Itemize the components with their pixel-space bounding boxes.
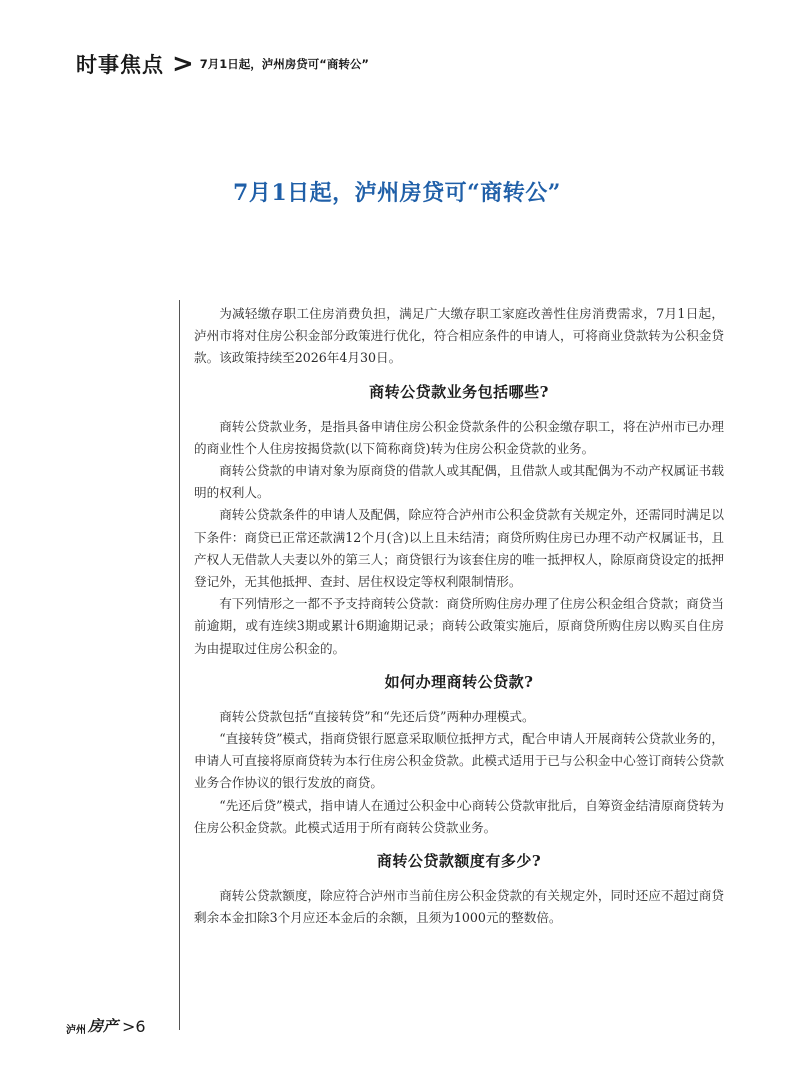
body-paragraph: 商转公贷款业务，是指具备申请住房公积金贷款条件的公积金缴存职工，将在泸州市已办理的商业性个人住房按揭贷款(以下简称商贷)转为住房公积金贷款的业务。 <box>194 418 724 456</box>
article-body <box>194 303 724 929</box>
intro-paragraph: 为减轻缴存职工住房消费负担，满足广大缴存职工家庭改善性住房消费需求，7月1日起，泸州市将对住房公积金部分政策进行优化，符合相应条件的申请人，可将商业贷款转为公积金贷款。该政策持续至2026年4月30日。 <box>194 306 724 366</box>
article-title: 7月1日起，泸州房贷可“商转公” <box>233 180 561 206</box>
section-heading: 商转公贷款额度有多少? <box>376 852 542 871</box>
section-header <box>76 44 369 84</box>
page-number: >6 <box>122 1017 146 1036</box>
section-heading: 如何办理商转公贷款? <box>384 672 534 691</box>
left-divider-rule <box>179 300 180 1030</box>
section-name: 时事焦点 <box>76 53 164 77</box>
footer-city: 泸州 <box>66 1025 86 1036</box>
body-paragraph: 商转公贷款包括“直接转贷”和“先还后贷”两种办理模式。 <box>219 708 535 724</box>
body-paragraph: 商转公贷款的申请对象为原商贷的借款人或其配偶，且借款人或其配偶为不动产权属证书载明的权利人。 <box>194 463 724 501</box>
chevron-right-icon: > <box>172 49 194 79</box>
body-paragraph: 有下列情形之一都不予支持商转公贷款：商贷所购住房办理了住房公积金组合贷款；商贷当前逾期，或有连续3期或累计6期逾期记录；商转公政策实施后，原商贷所购住房以购买自住房为由提取过住房公积金的。 <box>194 596 724 656</box>
magazine-logo: 房产 <box>88 1017 119 1035</box>
body-paragraph: 商转公贷款条件的申请人及配偶，除应符合泸州市公积金贷款有关规定外，还需同时满足以下条件：商贷已正常还款满12个月(含)以上且未结清；商贷所购住房已办理不动产权属证书，且产权人无借款人夫妻以外的第三人；商贷银行为该套住房的唯一抵押权人，除原商贷设定的抵押登记外，无其他抵押、查封、居住权设定等权利限制情形。 <box>194 507 724 590</box>
body-paragraph: 商转公贷款额度，除应符合泸州市当前住房公积金贷款的有关规定外，同时还应不超过商贷剩余本金扣除3个月应还本金后的余额，且须为1000元的整数倍。 <box>194 888 724 926</box>
section-heading: 商转公贷款业务包括哪些? <box>369 382 549 401</box>
body-paragraph: “直接转贷”模式，指商贷银行愿意采取顺位抵押方式，配合申请人开展商转公贷款业务的，申请人可直接将原商贷转为本行住房公积金贷款。此模式适用于已与公积金中心签订商转公贷款业务合作协议的银行发放的商贷。 <box>194 731 724 791</box>
header-article-title: 7月1日起，泸州房贷可“商转公” <box>199 57 369 71</box>
body-paragraph: “先还后贷”模式，指申请人在通过公积金中心商转公贷款审批后，自筹资金结清原商贷转为住房公积金贷款。此模式适用于所有商转公贷款业务。 <box>194 797 724 835</box>
page-footer <box>66 1015 146 1036</box>
